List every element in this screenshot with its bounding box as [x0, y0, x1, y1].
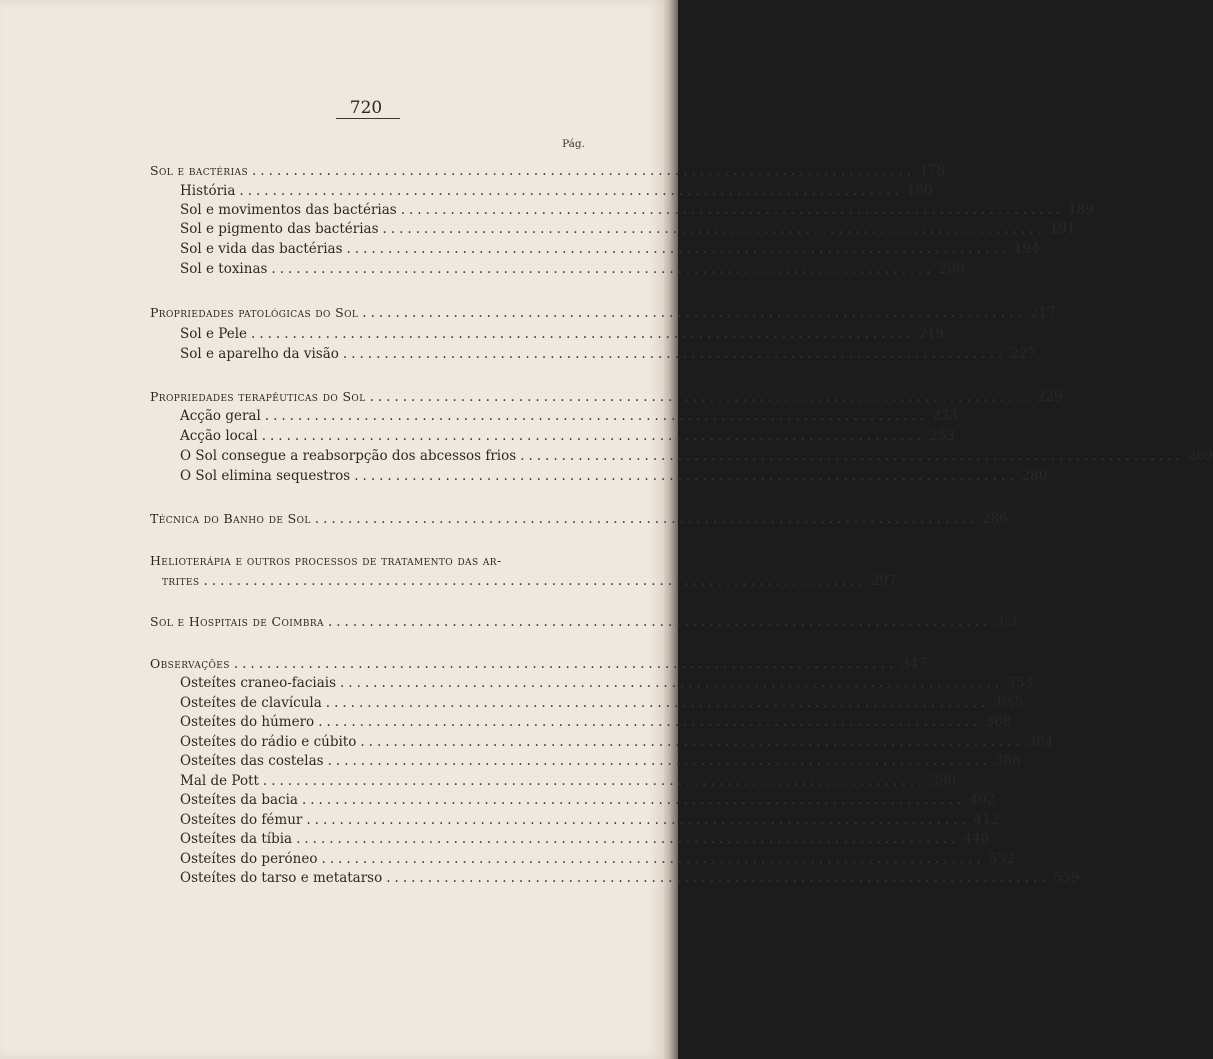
toc-entry-leader: ................................................................................: [314, 511, 979, 527]
toc-entry-title: Osteítes das costelas: [180, 753, 324, 769]
toc-entry-page: 180: [906, 183, 933, 199]
toc-entry-page: 297: [870, 573, 897, 589]
toc-entry-leader: ................................................................................: [296, 831, 960, 847]
toc-entry-title: Osteítes craneo-faciais: [180, 675, 337, 691]
toc-entry-page: 233: [932, 408, 958, 424]
toc-entry-title: Osteítes de clavícula: [180, 695, 322, 711]
toc-entry-leader: ................................................................................: [233, 656, 898, 672]
toc-entry: [150, 733, 1054, 751]
toc-entry-leader: ................................................................................: [400, 202, 1065, 218]
toc-entry-page: 440: [963, 831, 990, 847]
pag-column-label: Pág.: [562, 138, 585, 150]
toc-entry-leader: ................................................................................: [354, 468, 1018, 484]
toc-entry-page: 532: [988, 851, 1015, 867]
toc-entry-leader: ................................................................................: [386, 870, 1050, 886]
toc-entry: [150, 655, 927, 673]
toc-entry-page: 384: [1027, 734, 1054, 750]
toc-entry: [150, 467, 1048, 485]
toc-entry-title: Sol e aparelho da visão: [180, 346, 339, 362]
toc-entry-leader: ................................................................................: [346, 241, 1010, 257]
toc-entry-title: Propriedades patológicas do Sol: [150, 305, 359, 320]
toc-entry-page: 402: [969, 792, 996, 808]
toc-entry-leader: ................................................................................: [342, 346, 1007, 362]
toc-entry-leader: ................................................................................: [327, 614, 992, 630]
toc-entry-leader: ................................................................................: [325, 695, 990, 711]
toc-entry-leader: ................................................................................: [318, 714, 982, 730]
toc-entry: [150, 427, 955, 445]
toc-entry-title: O Sol elimina sequestros: [180, 468, 351, 484]
toc-entry-leader: ................................................................................: [369, 389, 1033, 405]
toc-entry-leader: ................................................................................: [252, 163, 916, 179]
toc-entry-title: Sol e movimentos das bactérias: [180, 202, 397, 218]
toc-entry: [150, 694, 1024, 712]
toc-entry-leader: ................................................................................: [362, 305, 1026, 321]
toc-entry-page: 390: [930, 773, 957, 789]
toc-entry: [150, 304, 1056, 322]
toc-entry-leader: ................................................................................: [301, 792, 966, 808]
toc-entry-title: Sol e bactérias: [150, 163, 249, 178]
toc-entry-page: 353: [1007, 675, 1034, 691]
toc-entry-title: trites: [162, 573, 200, 588]
toc-entry-leader: ................................................................................: [264, 408, 929, 424]
page-number: 720: [349, 98, 383, 118]
toc-entry-page: 217: [1029, 305, 1056, 321]
toc-entry-title: Osteítes do fémur: [180, 812, 303, 828]
toc-entry-title: Acção geral: [180, 408, 261, 424]
toc-entry: [150, 510, 1008, 528]
toc-entry-page: 286: [982, 511, 1008, 527]
toc-entry-title: Técnica do Banho de Sol: [150, 511, 311, 526]
toc-entry: [150, 850, 1015, 868]
toc-entry: [150, 772, 957, 790]
toc-entry: [150, 220, 1076, 238]
toc-entry-title: Osteítes da tíbia: [180, 831, 293, 847]
toc-entry-title: História: [180, 183, 236, 199]
toc-entry-title: Observações: [150, 656, 230, 671]
toc-entry-leader: ................................................................................: [340, 675, 1004, 691]
toc-entry: [150, 260, 965, 278]
toc-entry: [150, 201, 1094, 219]
toc-entry-title: Sol e Pele: [180, 326, 248, 342]
toc-entry-leader: ................................................................................: [520, 448, 1184, 464]
toc-entry-page: 347: [901, 656, 927, 672]
toc-entry-title: Sol e vida das bactérias: [180, 241, 343, 257]
toc-entry-leader: ................................................................................: [251, 326, 915, 342]
toc-entry-leader: ................................................................................: [382, 221, 1046, 237]
toc-entry-title: Sol e Hospitais de Coimbra: [150, 614, 324, 629]
toc-entry-page: 3;3: [995, 614, 1018, 630]
toc-entry-leader: ................................................................................: [306, 812, 970, 828]
toc-entry-title: Osteítes do tarso e metatarso: [180, 870, 383, 886]
toc-entry-page: 191: [1049, 221, 1076, 237]
toc-entry: [150, 162, 946, 180]
page-number-rule: [336, 118, 400, 119]
toc-entry-leader: ................................................................................: [271, 261, 935, 277]
toc-entry: [150, 447, 1213, 465]
toc-entry-title: Osteítes do rádio e cúbito: [180, 734, 357, 750]
toc-entry-page: 280: [1021, 468, 1048, 484]
toc-entry-leader: ................................................................................: [262, 773, 927, 789]
toc-entry-page: 3½5: [993, 695, 1024, 711]
toc-entry-page: 194: [1013, 241, 1040, 257]
toc-entry-title: Osteítes do peróneo: [180, 851, 318, 867]
toc-entry-page: 368: [985, 714, 1012, 730]
toc-entry: [150, 830, 990, 848]
toc-entry-page: 559: [1053, 870, 1080, 886]
toc-entry-title: Helioterápia e outros processos de tratamento das ar-: [150, 553, 502, 568]
toc-entry: [150, 325, 945, 343]
toc-entry-title: Sol e pigmento das bactérias: [180, 221, 379, 237]
toc-entry: [150, 869, 1080, 887]
toc-entry-page: 189: [1068, 202, 1094, 218]
toc-entry-leader: ................................................................................: [360, 734, 1024, 750]
toc-entry-page: 388: [994, 753, 1021, 769]
toc-entry: [150, 388, 1063, 406]
toc-entry-title: O Sol consegue a reabsorpção dos abcessos frios: [180, 448, 517, 464]
toc-entry-leader: ................................................................................: [203, 573, 867, 589]
toc-entry-page: 269: [1187, 448, 1213, 464]
toc-entry-page: 208: [938, 261, 965, 277]
toc-entry-title: Osteítes do húmero: [180, 714, 315, 730]
toc-entry: [150, 182, 933, 200]
toc-entry-title: Osteítes da bacia: [180, 792, 298, 808]
toc-entry: [150, 572, 897, 590]
toc-entry-title: Sol e toxinas: [180, 261, 268, 277]
toc-entry-title: Acção local: [180, 428, 258, 444]
toc-entry: [150, 713, 1012, 731]
toc-entry-title: Mal de Pott: [180, 773, 259, 789]
toc-entry-page: 219: [918, 326, 945, 342]
toc-entry-page: 178: [919, 163, 946, 179]
toc-entry: [150, 752, 1021, 770]
toc-entry-page: 229: [1036, 389, 1063, 405]
toc-entry: [150, 407, 958, 425]
toc-entry-title: Propriedades terapêuticas do Sol: [150, 389, 366, 404]
toc-entry-leader: ................................................................................: [239, 183, 903, 199]
toc-entry-page: 227: [1010, 346, 1037, 362]
toc-entry: [150, 811, 1000, 829]
toc-entry-leader: ................................................................................: [261, 428, 926, 444]
toc-entry-page: 412: [973, 812, 1000, 828]
toc-entry-leader: ................................................................................: [327, 753, 991, 769]
toc-entry: [150, 674, 1034, 692]
toc-entry: [150, 345, 1037, 363]
toc-entry: [150, 613, 1018, 631]
page-edge: [664, 0, 678, 1059]
toc-entry: [150, 552, 570, 570]
toc-entry: [150, 791, 996, 809]
toc-entry: [150, 240, 1040, 258]
toc-entry-page: 253: [929, 428, 955, 444]
toc-entry-leader: ................................................................................: [321, 851, 985, 867]
